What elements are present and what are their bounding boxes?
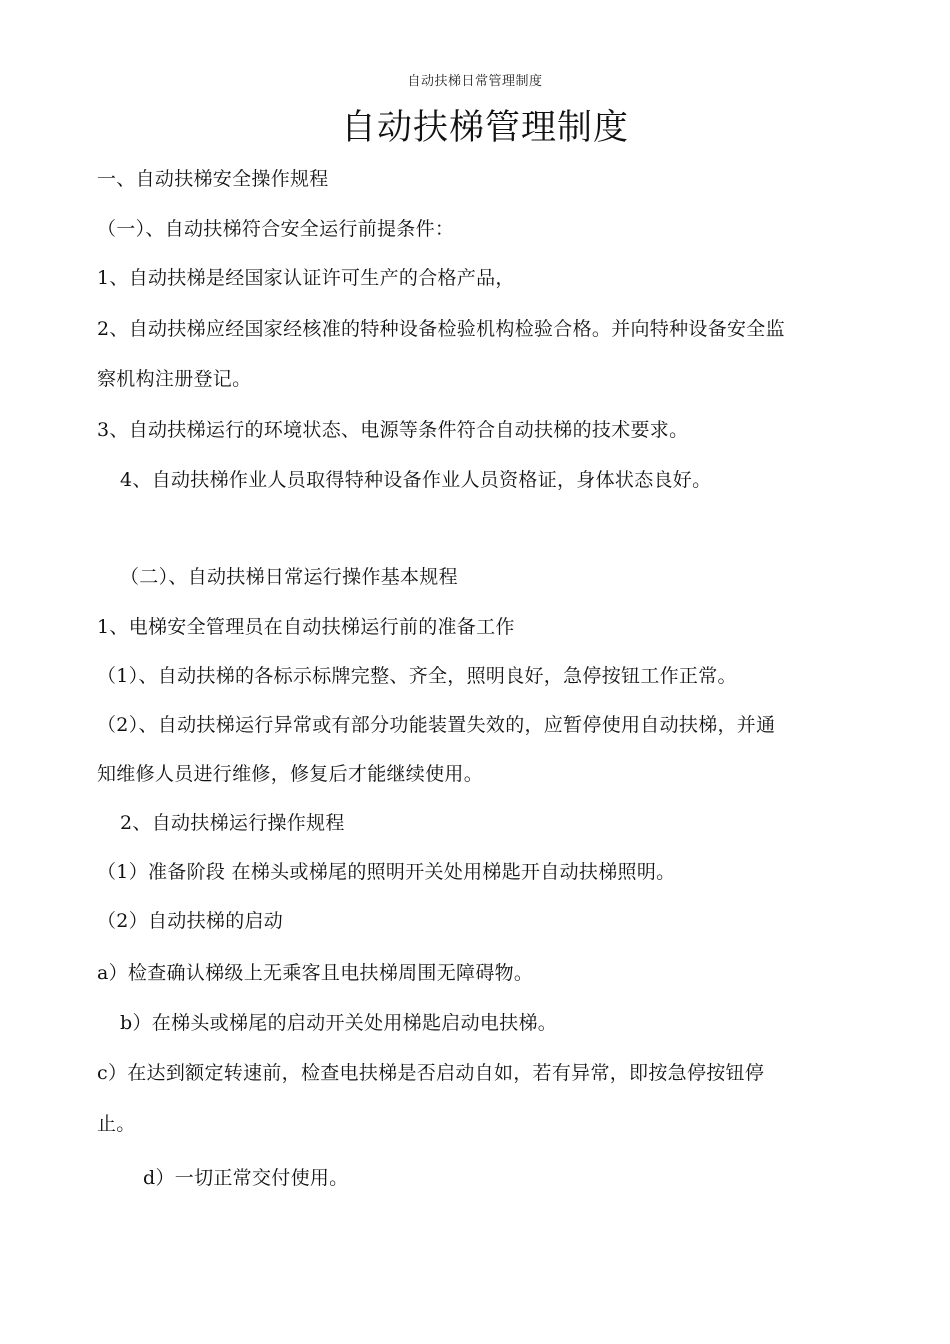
paragraph-line: 察机构注册登记。 [97,368,252,390]
paragraph-line: 知维修人员进行维修，修复后才能继续使用。 [97,763,484,785]
paragraph-line: b）在梯头或梯尾的启动开关处用梯匙启动电扶梯。 [120,1012,558,1034]
paragraph-line: c）在达到额定转速前，检查电扶梯是否启动自如，若有异常，即按急停按钮停 [97,1062,765,1084]
subsection-heading-1: （一）、自动扶梯符合安全运行前提条件： [97,218,455,240]
paragraph-line: （1）准备阶段 在梯头或梯尾的照明开关处用梯匙开自动扶梯照明。 [97,861,676,883]
running-header: 自动扶梯日常管理制度 [407,74,543,89]
paragraph-line: 1、电梯安全管理员在自动扶梯运行前的准备工作 [97,616,515,638]
paragraph-line: 4、自动扶梯作业人员取得特种设备作业人员资格证，身体状态良好。 [120,469,712,491]
paragraph-line: 1、自动扶梯是经国家认证许可生产的合格产品， [97,267,515,289]
paragraph-line: a）检查确认梯级上无乘客且电扶梯周围无障碍物。 [97,962,534,984]
section-heading-1: 一、自动扶梯安全操作规程 [97,168,329,190]
paragraph-line: 3、自动扶梯运行的环境状态、电源等条件符合自动扶梯的技术要求。 [97,419,689,441]
paragraph-line: 2、自动扶梯应经国家经核准的特种设备检验机构检验合格。并向特种设备安全监 [97,318,785,340]
paragraph-line: （2）自动扶梯的启动 [97,910,284,932]
paragraph-line: （2）、自动扶梯运行异常或有部分功能装置失效的，应暂停使用自动扶梯，并通 [97,714,776,736]
paragraph-line: （1）、自动扶梯的各标示标牌完整、齐全，照明良好，急停按钮工作正常。 [97,665,737,687]
document-title: 自动扶梯管理制度 [340,108,629,148]
subsection-heading-2: （二）、自动扶梯日常运行操作基本规程 [120,566,458,588]
paragraph-line: 止。 [97,1113,136,1135]
paragraph-line: d）一切正常交付使用。 [143,1167,349,1189]
paragraph-line: 2、自动扶梯运行操作规程 [120,812,345,834]
